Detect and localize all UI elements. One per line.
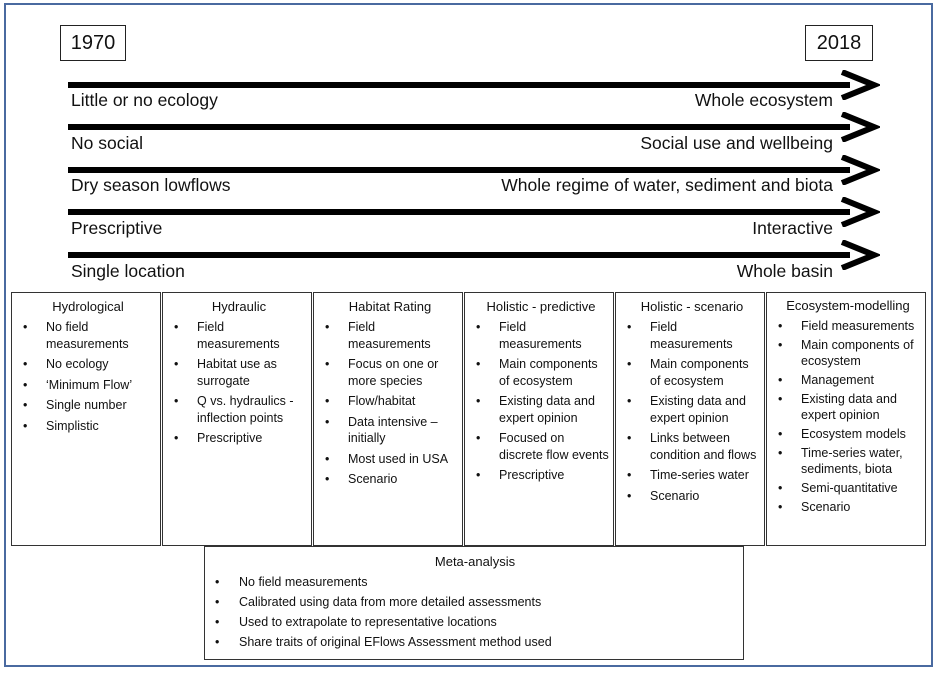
method-box-hydraulic (162, 292, 312, 546)
method-item: • Management (775, 372, 921, 388)
method-item: • Prescriptive (171, 430, 307, 447)
method-item: • Scenario (624, 488, 760, 505)
method-item: • Existing data and expert opinion (775, 391, 921, 423)
method-box-holistic-scenario (615, 292, 765, 546)
method-item: • Semi-quantitative (775, 480, 921, 496)
method-item: • Links between condition and flows (624, 430, 760, 463)
method-item: • Flow/habitat (322, 393, 458, 410)
meta-analysis-title: Meta-analysis (434, 554, 516, 569)
method-item: • Field measurements (775, 318, 921, 334)
method-item: • Main components of ecosystem (473, 356, 609, 389)
year-start-label: 1970 (70, 31, 116, 54)
year-end-box (805, 25, 873, 61)
method-title: Ecosystem-modelling (786, 298, 910, 313)
spectrum-left-regime: Dry season lowflows (71, 175, 231, 195)
spectrum-left-ecology: Little or no ecology (71, 90, 218, 110)
method-box-holistic-predictive (464, 292, 614, 546)
method-item: • Scenario (322, 471, 458, 488)
method-item: • Single number (20, 397, 156, 414)
method-item: • Simplistic (20, 418, 156, 435)
year-start-box (60, 25, 126, 61)
method-item: • Focus on one or more species (322, 356, 458, 389)
method-item: • ‘Minimum Flow’ (20, 377, 156, 394)
method-item: • No ecology (20, 356, 156, 373)
spectrum-left-scale: Single location (71, 261, 185, 281)
method-title: Holistic - predictive (486, 299, 596, 314)
method-item: • Main components of ecosystem (775, 337, 921, 369)
method-box-ecosystem-modelling (766, 292, 926, 546)
method-item: • Ecosystem models (775, 426, 921, 442)
spectrum-right-regime: Whole regime of water, sediment and biota (501, 175, 833, 195)
year-end-label: 2018 (816, 31, 862, 54)
method-title: Habitat Rating (348, 299, 432, 314)
method-box-habitat-rating (313, 292, 463, 546)
method-title: Holistic - scenario (640, 299, 744, 314)
method-title: Hydrological (52, 299, 124, 314)
spectrum-right-interaction: Interactive (752, 218, 833, 238)
method-item: • Most used in USA (322, 451, 458, 468)
method-item: • Field measurements (473, 319, 609, 352)
meta-analysis-item: • Calibrated using data from more detailed assessments (213, 594, 737, 610)
method-item: • Main components of ecosystem (624, 356, 760, 389)
meta-analysis-item: • No field measurements (213, 574, 737, 590)
method-item: • Field measurements (624, 319, 760, 352)
method-item: • Data intensive – initially (322, 414, 458, 447)
method-item: • Time-series water, sediments, biota (775, 445, 921, 477)
method-item: • Field measurements (171, 319, 307, 352)
meta-analysis-box (204, 546, 744, 660)
method-item: • No field measurements (20, 319, 156, 352)
meta-analysis-item: • Used to extrapolate to representative locations (213, 614, 737, 630)
method-item: • Habitat use as surrogate (171, 356, 307, 389)
meta-analysis-item: • Share traits of original EFlows Assessment method used (213, 634, 737, 650)
spectrum-left-social: No social (71, 133, 143, 153)
method-item: • Time-series water (624, 467, 760, 484)
method-title: Hydraulic (211, 299, 267, 314)
spectrum-right-ecology: Whole ecosystem (694, 90, 833, 110)
method-box-hydrological (11, 292, 161, 546)
method-item: • Scenario (775, 499, 921, 515)
method-item: • Prescriptive (473, 467, 609, 484)
spectrum-right-social: Social use and wellbeing (640, 133, 833, 153)
spectrum-left-interaction: Prescriptive (71, 218, 163, 238)
method-item: • Field measurements (322, 319, 458, 352)
method-item: • Existing data and expert opinion (624, 393, 760, 426)
spectrum-right-scale: Whole basin (736, 261, 833, 281)
method-item: • Focused on discrete flow events (473, 430, 609, 463)
method-item: • Q vs. hydraulics - inflection points (171, 393, 307, 426)
method-item: • Existing data and expert opinion (473, 393, 609, 426)
